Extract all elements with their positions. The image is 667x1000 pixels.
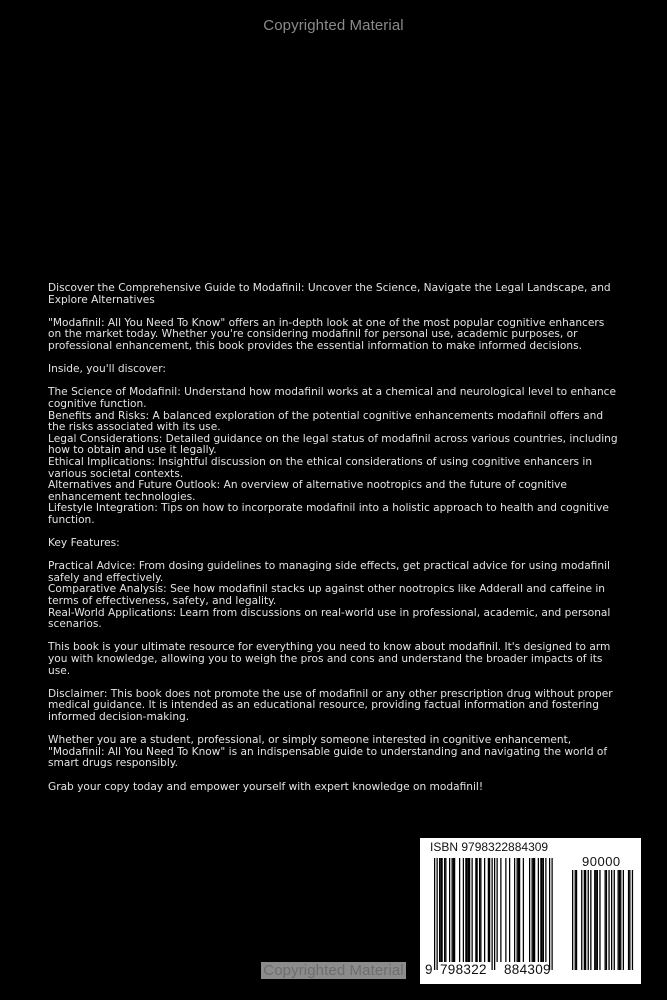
addon-bar (576, 870, 577, 970)
barcode-bar (463, 858, 464, 962)
back-cover-description (48, 283, 618, 805)
addon-bar (620, 870, 621, 970)
barcode-bar (538, 858, 539, 962)
barcode-bar (454, 858, 455, 962)
features-list (48, 561, 618, 631)
inside-heading: Inside, you'll discover: (48, 363, 166, 376)
barcode-bar (467, 858, 468, 962)
barcode-bar (540, 858, 541, 962)
barcode-bar (445, 858, 446, 962)
barcode-bar (465, 858, 466, 962)
barcode-bar (437, 858, 438, 970)
barcode-bar (534, 858, 535, 962)
barcode-bar (477, 858, 478, 962)
barcode-bar (500, 858, 501, 962)
list-item: Benefits and Risks: A balanced exploration of the potential cognitive enhancements modafinil offers and the risks associated with its use. (48, 409, 604, 434)
price-addon-digits: 90000 (582, 854, 621, 869)
addon-bar (608, 870, 609, 970)
barcode-bar (533, 858, 534, 962)
addon-bar (629, 870, 630, 970)
barcode-bar (479, 858, 480, 962)
barcode-bar (545, 858, 546, 962)
barcode-bar (505, 858, 506, 962)
barcode-bar (434, 858, 435, 970)
barcode-bar (475, 858, 476, 962)
isbn-label: ISBN 9798322884309 (430, 840, 549, 854)
disclaimer-paragraph: Disclaimer: This book does not promote the use of modafinil or any other prescription drug without proper medical guidance. It is intended as an educational resource, providing factual information and fostering informed decision-making. (48, 687, 613, 723)
addon-bar (605, 870, 606, 970)
addon-bar (584, 870, 585, 970)
audience-paragraph: Whether you are a student, professional, or simply someone interested in cognitive enhancement, "Modafinil: All You Need To Know" is an indispensable guide to understanding and navigating the world of smart drugs responsibly. (48, 734, 608, 770)
list-item: Alternatives and Future Outlook: An overview of alternative nootropics and the future of cognitive enhancement technologies. (48, 479, 567, 503)
barcode-bar (453, 858, 454, 962)
addon-bar (588, 870, 589, 970)
barcode-first-digit: 9 (425, 962, 433, 977)
barcode-bar (444, 858, 445, 962)
list-item: Real-World Applications: Learn from discussions on real-world use in professional, academic, and personal scenarios. (48, 606, 611, 631)
features-heading: Key Features: (48, 537, 120, 550)
addon-bar (572, 870, 573, 970)
list-item: Legal Considerations: Detailed guidance on the legal status of modafinil across various countries, including how to obtain and use it legally. (48, 432, 618, 457)
addon-bar (623, 870, 624, 970)
barcode-bar (484, 858, 485, 962)
inside-list (48, 387, 618, 526)
barcode-bar (518, 858, 519, 962)
list-item: Comparative Analysis: See how modafinil stacks up against other nootropics like Adderall and caffeine in terms of effectiveness, safety, and legality. (48, 583, 606, 608)
barcode-bar (542, 858, 543, 962)
barcode-left-digits: 798322 (440, 962, 487, 977)
headline: Discover the Comprehensive Guide to Modafinil: Uncover the Science, Navigate the Legal Landscape, and Explore Alternatives (48, 282, 611, 306)
copyright-watermark-bottom (0, 962, 667, 979)
resource-paragraph: This book is your ultimate resource for everything you need to know about modafinil. It's designed to arm you with knowledge, allowing you to weigh the pros and cons and understand the broader impacts of its use. (48, 641, 611, 677)
addon-bar (632, 870, 633, 970)
list-item: Ethical Implications: Insightful discussion on the ethical considerations of using cognitive enhancers in various societal contexts. (48, 455, 593, 480)
addon-bar (575, 870, 576, 970)
barcode-bar (489, 858, 490, 962)
barcode-bar (494, 858, 495, 970)
list-item: The Science of Modafinil: Understand how modafinil works at a chemical and neurological level to enhance cognitive function. (48, 386, 617, 410)
barcode-bar (472, 858, 473, 962)
barcode-bar (519, 858, 520, 962)
barcode-bar (492, 858, 493, 970)
barcode-bar (480, 858, 481, 962)
addon-bar (614, 870, 615, 970)
addon-bar (581, 870, 582, 970)
call-to-action: Grab your copy today and empower yourself with expert knowledge on modafinil! (48, 780, 484, 793)
addon-bar (611, 870, 612, 970)
barcode-bar (442, 858, 443, 962)
addon-bar (590, 870, 591, 970)
barcode-bar (517, 858, 518, 962)
addon-bar (628, 870, 629, 970)
barcode-bar (488, 858, 489, 962)
barcode-bar (439, 858, 440, 962)
barcode-bar (469, 858, 470, 962)
watermark-text: Copyrighted Material (263, 962, 404, 979)
list-item: Lifestyle Integration: Tips on how to incorporate modafinil into a holistic approach to health and cognitive function. (48, 502, 609, 526)
barcode-bar (514, 858, 515, 962)
barcode-bar (543, 858, 544, 962)
barcode-bar (523, 858, 524, 962)
addon-bar (597, 870, 598, 970)
list-item: Practical Advice: From dosing guidelines to managing side effects, get practical advice for using modafinil safely and effectively. (48, 560, 610, 584)
copyright-watermark-top: Copyrighted Material (263, 17, 404, 34)
barcode-bar (468, 858, 469, 962)
barcode-bar (549, 858, 550, 970)
barcode-bar (529, 858, 530, 962)
addon-bar (618, 870, 619, 970)
addon-bar (595, 870, 596, 970)
barcode-right-digits: 884309 (504, 962, 551, 977)
barcode-bar (532, 858, 533, 962)
addon-bar (585, 870, 586, 970)
barcode-bar (452, 858, 453, 962)
addon-bar (599, 870, 600, 970)
barcode-bar (509, 858, 510, 962)
addon-bar (594, 870, 595, 970)
intro-paragraph: "Modafinil: All You Need To Know" offers an in-depth look at one of the most popular cognitive enhancers on the market today. Whether you're considering modafinil for personal use, academic purposes, or professional enhancement, this book provides the essential information to make informed decisions. (48, 316, 605, 352)
barcode-bar (497, 858, 498, 962)
barcode-bar (552, 858, 553, 970)
barcode-bar (449, 858, 450, 962)
addon-bar (606, 870, 607, 970)
addon-bar (619, 870, 620, 970)
barcode-bar (459, 858, 460, 962)
barcode-bar (440, 858, 441, 962)
